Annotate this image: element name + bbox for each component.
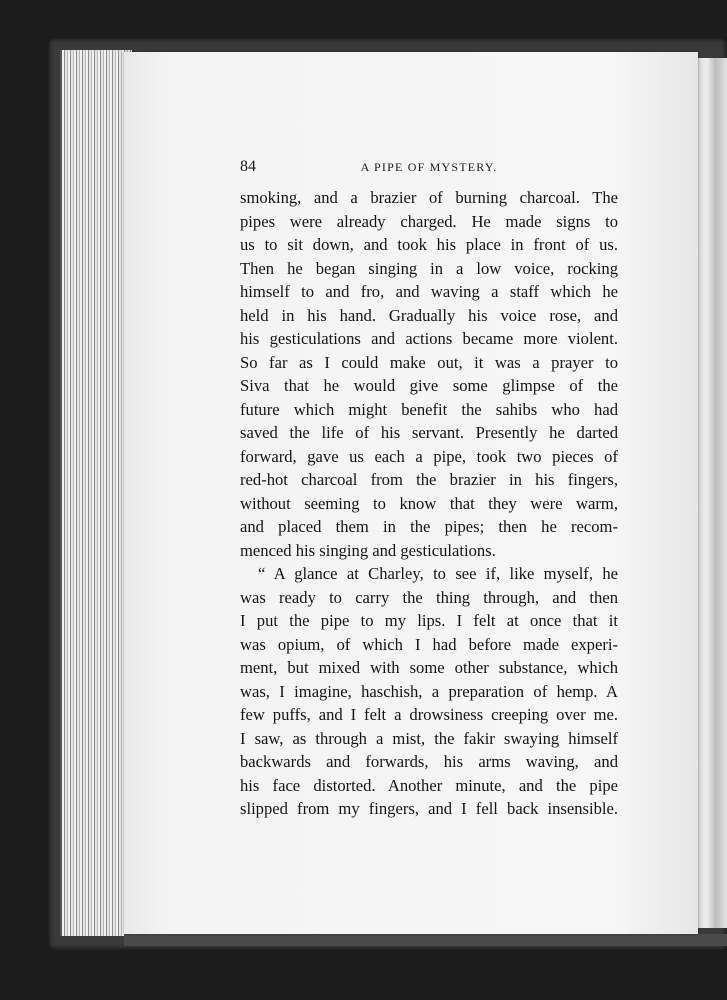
text-line: Then he began singing in a low voice, rocking (240, 258, 618, 278)
text-line: us to sit down, and took his place in front of us. (240, 235, 618, 254)
running-head: A PIPE OF MYSTERY. (360, 160, 498, 174)
text-line: was ready to carry the thing through, and then (240, 587, 618, 607)
right-page-edge (698, 58, 727, 928)
bottom-cover-edge (124, 934, 727, 946)
text-line: himself to and fro, and waving a staff which he (240, 282, 618, 301)
text-line: future which might benefit the sahibs who had (240, 399, 618, 419)
text-line: I saw, as through a mist, the fakir swaying himself (240, 728, 618, 748)
text-line: I put the pipe to my lips. I felt at once that it (240, 611, 618, 630)
text-line: smoking, and a brazier of burning charcoal. The (240, 188, 618, 207)
text-line: ment, but mixed with some other substance, which (240, 658, 618, 677)
text-line: Siva that he would give some glimpse of the (240, 376, 618, 395)
text-line: was, I imagine, haschish, a preparation of hemp. A (240, 681, 618, 701)
paragraph-2 (240, 562, 618, 821)
text-line: without seeming to know that they were warm, (240, 493, 618, 513)
paragraph-1 (240, 186, 618, 562)
text-line: pipes were already charged. He made signs to (240, 211, 618, 231)
text-line: held in his hand. Gradually his voice rose, and (240, 305, 618, 325)
page-edges (60, 50, 132, 936)
text-line: backwards and forwards, his arms waving, and (240, 752, 618, 771)
text-line: was opium, of which I had before made experi- (240, 634, 618, 654)
text-line: menced his singing and gesticulations. (240, 540, 496, 560)
text-line: saved the life of his servant. Presently he darted (240, 423, 618, 442)
page-number: 84 (240, 158, 256, 175)
text-line: slipped from my fingers, and I fell back insensible. (240, 799, 618, 818)
text-line: his gesticulations and actions became more violent. (240, 329, 618, 348)
text-line: his face distorted. Another minute, and the pipe (240, 775, 618, 795)
body-text (240, 186, 618, 821)
text-line: So far as I could make out, it was a prayer to (240, 352, 618, 372)
text-line: and placed them in the pipes; then he recom- (240, 517, 618, 536)
text-line: forward, gave us each a pipe, took two pieces of (240, 446, 618, 466)
text-line: red-hot charcoal from the brazier in his fingers, (240, 470, 618, 489)
text-line: “ A glance at Charley, to see if, like myself, he (258, 564, 618, 583)
page-header (240, 158, 618, 178)
text-line: few puffs, and I felt a drowsiness creeping over me. (240, 705, 618, 724)
